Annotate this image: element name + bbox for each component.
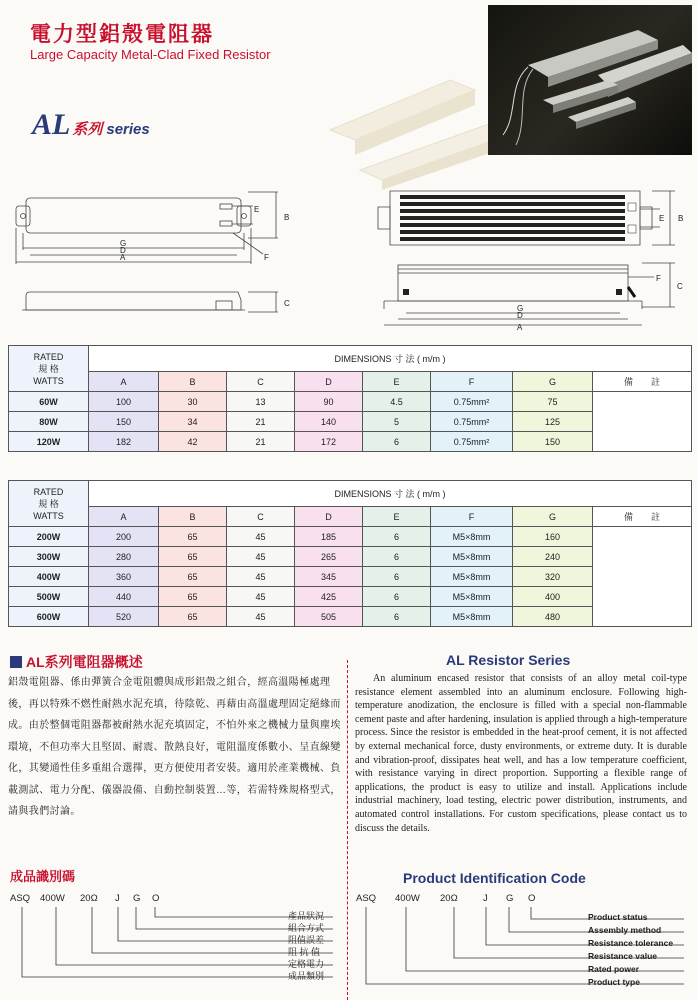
cell-E: 6 xyxy=(363,567,431,587)
label-D: D xyxy=(120,246,126,255)
cell-E: 5 xyxy=(363,412,431,432)
col-header-B: B xyxy=(159,372,227,392)
remark-cell xyxy=(593,527,692,627)
overview-title-zh-text: AL系列電阻器概述 xyxy=(26,654,143,670)
cell-E: 6 xyxy=(363,587,431,607)
cell-C: 21 xyxy=(227,432,295,452)
label-product-status-en: Product status xyxy=(588,912,648,922)
label-value-en: Resistance value xyxy=(588,951,657,961)
rated-watts-header xyxy=(9,346,89,392)
table-row xyxy=(9,412,692,432)
table-row xyxy=(9,607,692,627)
label-C: C xyxy=(284,299,290,308)
cell-C: 21 xyxy=(227,412,295,432)
cell-E: 4.5 xyxy=(363,392,431,412)
cell-A: 100 xyxy=(89,392,159,412)
cell-F: M5×8mm xyxy=(431,527,513,547)
watts-cell: 300W xyxy=(9,547,89,567)
cell-B: 65 xyxy=(159,607,227,627)
code-part-type-en: ASQ xyxy=(356,893,377,904)
watts-cell: 500W xyxy=(9,587,89,607)
cell-E: 6 xyxy=(363,607,431,627)
col-header-G: G xyxy=(513,507,593,527)
cell-A: 182 xyxy=(89,432,159,452)
code-part-power: 400W xyxy=(40,893,65,904)
series-code: AL xyxy=(32,108,71,141)
cell-C: 13 xyxy=(227,392,295,412)
body-top-view xyxy=(26,198,241,233)
rated-label-en: RATED xyxy=(33,351,64,362)
cell-B: 65 xyxy=(159,587,227,607)
cell-C: 45 xyxy=(227,607,295,627)
cell-D: 505 xyxy=(295,607,363,627)
cell-D: 345 xyxy=(295,567,363,587)
label-power-en: Rated power xyxy=(588,964,640,974)
col-header-remark: 備 註 xyxy=(593,507,692,527)
table-row xyxy=(9,392,692,412)
label-B: B xyxy=(284,213,290,222)
watts-cell: 120W xyxy=(9,432,89,452)
label-D-large: D xyxy=(517,311,523,320)
code-part-assembly: G xyxy=(133,893,141,904)
cell-G: 160 xyxy=(513,527,593,547)
title-zh: 電力型鋁殼電阻器 xyxy=(30,23,214,46)
watts-cell: 600W xyxy=(9,607,89,627)
label-G-large: G xyxy=(517,304,524,313)
watts-label: WATTS xyxy=(33,510,64,521)
dimensions-title: DIMENSIONS 寸 法 ( m/m ) xyxy=(89,481,692,507)
cell-A: 360 xyxy=(89,567,159,587)
column-divider xyxy=(347,660,348,1000)
cell-D: 265 xyxy=(295,547,363,567)
cell-B: 30 xyxy=(159,392,227,412)
cell-B: 42 xyxy=(159,432,227,452)
series-heading xyxy=(32,108,150,142)
watts-cell: 80W xyxy=(9,412,89,432)
cell-C: 45 xyxy=(227,587,295,607)
cell-C: 45 xyxy=(227,567,295,587)
label-A-large: A xyxy=(517,323,523,332)
cell-D: 172 xyxy=(295,432,363,452)
series-en: series xyxy=(106,121,150,138)
cell-B: 65 xyxy=(159,527,227,547)
remark-cell xyxy=(593,392,692,452)
cell-B: 34 xyxy=(159,412,227,432)
label-power-zh: 定格電力 xyxy=(288,959,325,969)
label-B-large: B xyxy=(678,214,684,223)
watts-cell: 400W xyxy=(9,567,89,587)
title-en: Large Capacity Metal-Clad Fixed Resistor xyxy=(30,47,271,62)
code-part-assembly-en: G xyxy=(506,893,514,904)
code-part-status-en: O xyxy=(528,893,536,904)
label-assembly-zh: 組合方式 xyxy=(288,923,325,933)
photo-resistors xyxy=(488,5,692,155)
code-part-value-en: 20Ω xyxy=(440,893,458,904)
overview-body-zh: 鋁殼電阻器、係由彈簧合金電阻體與成形鋁殼之組合，經高溫陽極處理後，再以特殊不燃性耐熱水泥充填，待陰乾、再藉由高溫處理固定絕緣而成。由於整個電阻器都被耐熱水泥充填固定，不怕外來之機械力量與塵埃環境，不但功率大且堅固、耐震、散熱良好，電阻溫度係數小、呈直線變化，其變通性佳多重組合選擇，更方便使用者安裝。適用於產業機械、負載測試、電力分配、儀器設備、自動控制裝置…等，若需特殊規格型式，請與我們討論。 xyxy=(8,677,341,817)
col-header-D: D xyxy=(295,507,363,527)
table-row xyxy=(9,587,692,607)
label-F-large: F xyxy=(656,274,661,283)
dimensions-table-large xyxy=(8,480,692,627)
cell-F: 0.75mm² xyxy=(431,392,513,412)
watts-cell: 200W xyxy=(9,527,89,547)
table-row xyxy=(9,432,692,452)
col-header-B: B xyxy=(159,507,227,527)
label-product-status-zh: 產品狀況 xyxy=(288,911,325,921)
code-part-tolerance: J xyxy=(115,893,120,904)
code-part-power-en: 400W xyxy=(395,893,420,904)
col-header-F: F xyxy=(431,507,513,527)
cell-E: 6 xyxy=(363,527,431,547)
label-value-zh: 阻 抗 值 xyxy=(288,947,321,957)
overview-title-en: AL Resistor Series xyxy=(446,652,571,668)
col-header-remark: 備 註 xyxy=(593,372,692,392)
cell-G: 240 xyxy=(513,547,593,567)
cell-F: 0.75mm² xyxy=(431,412,513,432)
col-header-E: E xyxy=(363,372,431,392)
product-code-title-zh: 成品識別碼 xyxy=(10,869,76,884)
dimensions-table-small xyxy=(8,345,692,452)
cell-A: 150 xyxy=(89,412,159,432)
label-A: A xyxy=(120,253,126,262)
dimensions-title: DIMENSIONS 寸 法 ( m/m ) xyxy=(89,346,692,372)
series-zh: 系列 xyxy=(72,121,103,138)
cell-E: 6 xyxy=(363,547,431,567)
col-header-C: C xyxy=(227,507,295,527)
col-header-G: G xyxy=(513,372,593,392)
col-header-D: D xyxy=(295,372,363,392)
cell-G: 125 xyxy=(513,412,593,432)
label-type-zh: 成品類別 xyxy=(288,971,325,981)
rated-label-en: RATED xyxy=(33,486,64,497)
drawing-large-resistor xyxy=(370,185,688,335)
label-assembly-en: Assembly method xyxy=(588,925,662,935)
watts-cell: 60W xyxy=(9,392,89,412)
code-part-value: 20Ω xyxy=(80,893,98,904)
cell-C: 45 xyxy=(227,527,295,547)
rated-label-zh: 規 格 xyxy=(38,363,59,374)
label-E-large: E xyxy=(659,214,665,223)
label-tolerance-en: Resistance tolerance xyxy=(588,938,674,948)
cell-A: 520 xyxy=(89,607,159,627)
watts-label: WATTS xyxy=(33,375,64,386)
cell-B: 65 xyxy=(159,567,227,587)
label-E: E xyxy=(254,205,260,214)
cell-F: 0.75mm² xyxy=(431,432,513,452)
cell-F: M5×8mm xyxy=(431,567,513,587)
cell-F: M5×8mm xyxy=(431,607,513,627)
cell-G: 320 xyxy=(513,567,593,587)
rated-watts-header xyxy=(9,481,89,527)
cell-D: 140 xyxy=(295,412,363,432)
cell-A: 280 xyxy=(89,547,159,567)
cell-A: 200 xyxy=(89,527,159,547)
cell-C: 45 xyxy=(227,547,295,567)
overview-body-en: An aluminum encased resistor that consists of an alloy metal coil-type resistance element assembled into an aluminum enclosure. Following high-temperature anodization, the enclosure is filled with a special non-flammable cement paste and after hardening, insulation is applied through a high-temperature process. Since the resistor is embedded in the heat-proof cement, it is not affected by external mechanical force, dusty environments, or extreme duty. It is durable and vibration-proof, dissipates heat well, and has a low temperature coefficient, with resistance varying in direct proportion. Supporting a flexible range of applications, the product is easy to utilize and install. Applications include industrial machinery, load testing, electric power distribution, instruments, and automated control installations. For custom specifications, please contact us to discuss the details. xyxy=(355,673,687,834)
code-part-tolerance-en: J xyxy=(483,893,488,904)
rated-label-zh: 規 格 xyxy=(38,498,59,509)
col-header-E: E xyxy=(363,507,431,527)
cell-A: 440 xyxy=(89,587,159,607)
drawing-small-resistor xyxy=(8,188,293,328)
label-G: G xyxy=(120,239,127,248)
label-tolerance-zh: 阻值誤差 xyxy=(288,935,325,945)
cell-D: 185 xyxy=(295,527,363,547)
label-F: F xyxy=(264,253,269,262)
product-photo xyxy=(488,5,692,155)
overview-title-zh xyxy=(10,652,143,672)
table-row xyxy=(9,567,692,587)
cell-G: 75 xyxy=(513,392,593,412)
cell-G: 480 xyxy=(513,607,593,627)
product-code-title-en: Product Identification Code xyxy=(403,870,586,886)
table-row xyxy=(9,527,692,547)
cell-D: 425 xyxy=(295,587,363,607)
col-header-A: A xyxy=(89,507,159,527)
cell-B: 65 xyxy=(159,547,227,567)
cell-F: M5×8mm xyxy=(431,587,513,607)
cell-G: 150 xyxy=(513,432,593,452)
label-type-en: Product type xyxy=(588,977,640,987)
cell-G: 400 xyxy=(513,587,593,607)
cell-D: 90 xyxy=(295,392,363,412)
code-part-status: O xyxy=(152,893,160,904)
cell-E: 6 xyxy=(363,432,431,452)
cell-F: M5×8mm xyxy=(431,547,513,567)
label-C-large: C xyxy=(677,282,683,291)
col-header-C: C xyxy=(227,372,295,392)
square-bullet-icon xyxy=(10,656,22,668)
col-header-F: F xyxy=(431,372,513,392)
table-row xyxy=(9,547,692,567)
code-part-type: ASQ xyxy=(10,893,31,904)
col-header-A: A xyxy=(89,372,159,392)
